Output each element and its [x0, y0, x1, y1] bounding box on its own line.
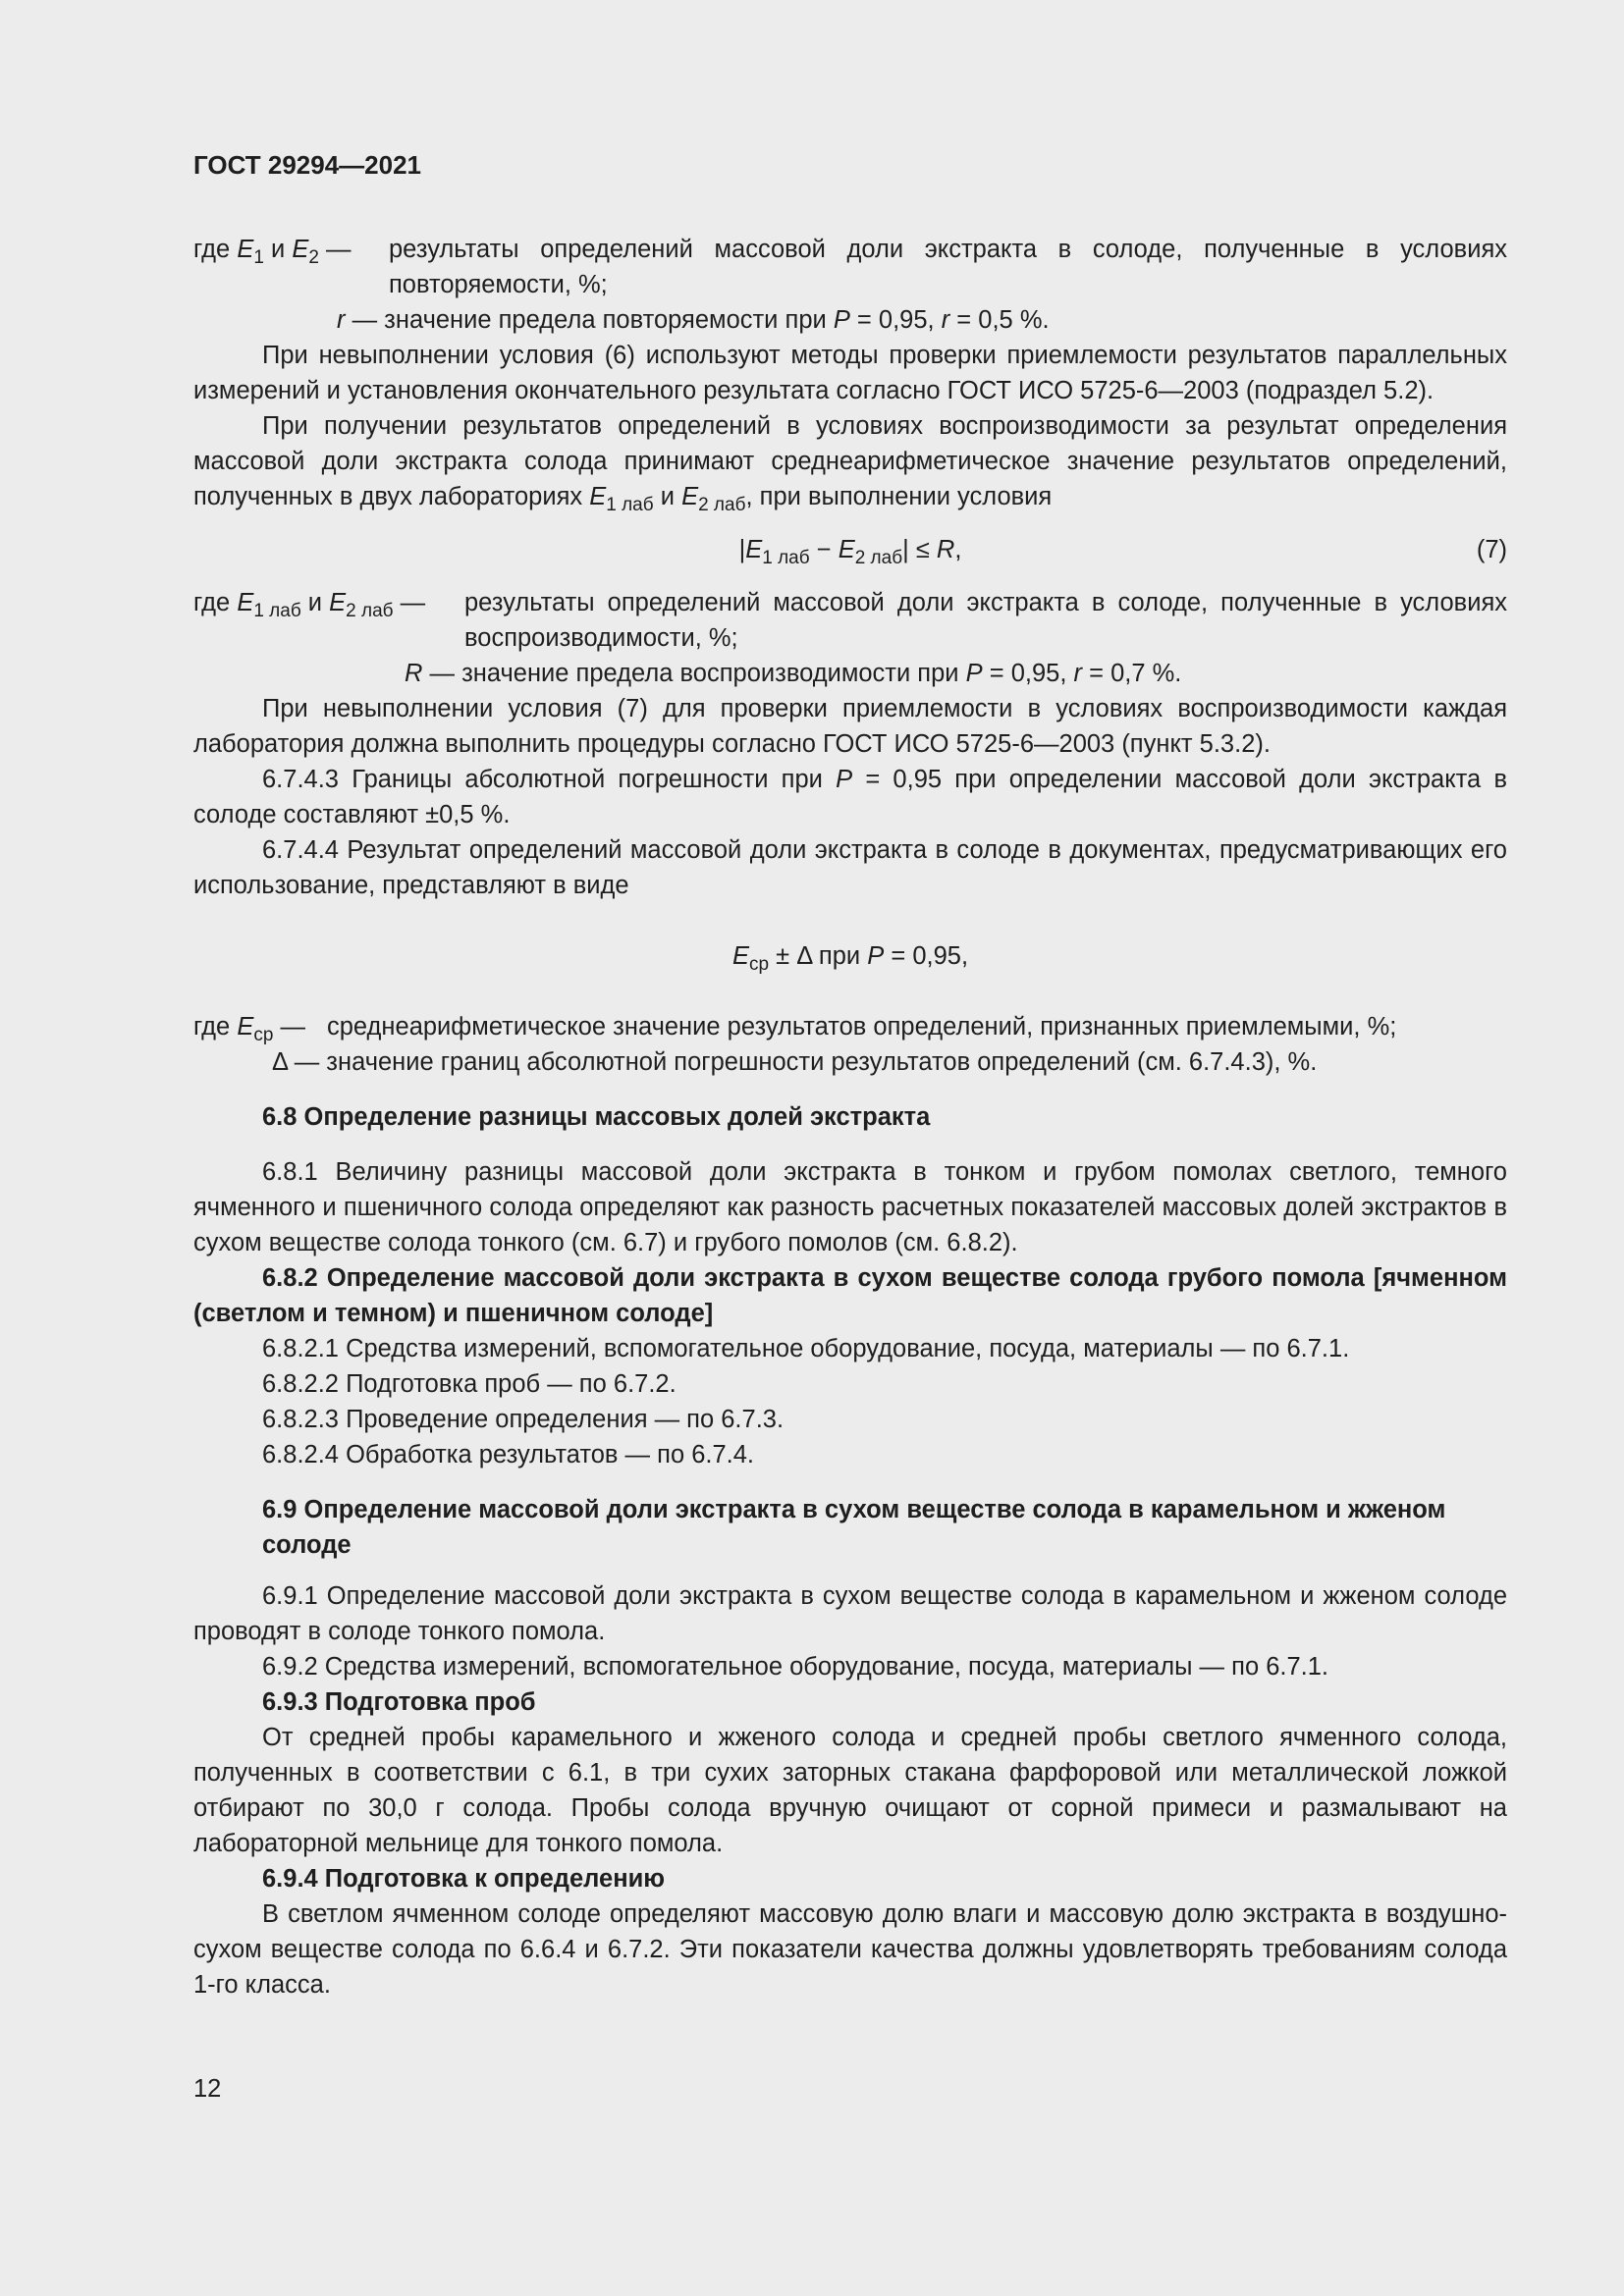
list-item: 6.8.2.2 Подготовка проб — по 6.7.2. — [262, 1370, 677, 1398]
formula-7 — [193, 532, 1507, 567]
paragraph: При получении результатов определений в условиях воспроизводимости за результат определения массовой доли экстракта солода принимают среднеарифметическое значение результатов определений, полученных в двух лабораториях $E_{1 лаб}$ и $E_{2 лаб}$, при выполнении условия — [193, 412, 1507, 515]
definition-text: результаты определений массовой доли экстракта в солоде, полученные в условиях воспроизводимости, %; — [464, 589, 1507, 652]
definition-e1-e2 — [193, 232, 1507, 302]
list-item: 6.8.2.1 Средства измерений, вспомогательное оборудование, посуда, материалы — по 6.7.1. — [262, 1335, 1350, 1362]
definition-r: r — значение предела повторяемости при P = 0,95, r = 0,5 %. — [337, 306, 1050, 334]
definition-delta: Δ — значение границ абсолютной погрешности результатов определений (см. 6.7.4.3), %. — [272, 1048, 1318, 1076]
paragraph-6-8-1: 6.8.1 Величину разницы массовой доли экстракта в тонком и грубом помолах светлого, темного ячменного и пшеничного солода определяют как разность расчетных показателей массовых долей экстрактов в сухом веществе солода тонкого (см. 6.7) и грубого помолов (см. 6.8.2). — [193, 1158, 1507, 1256]
paragraph-6-9-3: От средней пробы карамельного и жженого солода и средней пробы светлого ячменного солода, полученных в соответствии с 6.1, в три сухих заторных стакана фарфоровой или металлической ложкой отбирают по 30,0 г солода. Пробы солода вручную очищают от сорной примеси и размалывают на лабораторной мельнице для тонкого помола. — [193, 1724, 1507, 1857]
subsection-heading-6-9-3: 6.9.3 Подготовка проб — [262, 1688, 536, 1716]
formula-expression: $E_{ср} \pm \Delta$ при P = 0,95, — [731, 942, 969, 975]
definition-text: результаты определений массовой доли экстракта в солоде, полученные в условиях повторяемости, %; — [389, 236, 1507, 298]
formula-number: (7) — [1476, 536, 1507, 563]
page-content — [193, 232, 1507, 2002]
paragraph: При невыполнении условия (7) для проверки приемлемости в условиях воспроизводимости каждая лаборатория должна выполнить процедуры согласно ГОСТ ИСО 5725-6—2003 (пункт 5.3.2). — [193, 695, 1507, 758]
paragraph-6-7-4-4: 6.7.4.4 Результат определений массовой доли экстракта в солоде в документах, предусматривающих его использование, представляют в виде — [193, 836, 1507, 899]
definition-label: где $E_1$ и $E_2$ — — [193, 236, 352, 268]
paragraph-6-9-2: 6.9.2 Средства измерений, вспомогательное оборудование, посуда, материалы — по 6.7.1. — [262, 1653, 1329, 1681]
formula-expression: $|E_{1 лаб} - E_{2 лаб}| \le R$, — [738, 536, 962, 568]
section-heading-6-9: 6.9 Определение массовой доли экстракта в сухом веществе солода в карамельном и жженом солоде — [262, 1496, 1446, 1559]
section-heading-6-8: 6.8 Определение разницы массовых долей экстракта — [262, 1103, 931, 1131]
list-item: 6.8.2.3 Проведение определения — по 6.7.3. — [262, 1406, 785, 1433]
subsection-heading-6-9-4: 6.9.4 Подготовка к определению — [262, 1865, 666, 1893]
formula-result — [193, 938, 1507, 974]
definition-text: среднеарифметическое значение результатов определений, признанных приемлемыми, %; — [327, 1013, 1397, 1041]
definition-label: где $E_{ср}$ — — [193, 1013, 305, 1045]
paragraph-6-9-4: В светлом ячменном солоде определяют массовую долю влаги и массовую долю экстракта в воздушно-сухом веществе солода по 6.6.4 и 6.7.2. Эти показатели качества должны удовлетворять требованиям солода 1-го класса. — [193, 1900, 1507, 1999]
page-number: 12 — [193, 2075, 222, 2103]
document-header: ГОСТ 29294—2021 — [193, 150, 421, 180]
list-item: 6.8.2.4 Обработка результатов — по 6.7.4. — [262, 1441, 755, 1468]
definition-label: где $E_{1 лаб}$ и $E_{2 лаб}$ — — [193, 589, 426, 621]
paragraph: При невыполнении условия (6) используют методы проверки приемлемости результатов параллельных измерений и установления окончательного результата согласно ГОСТ ИСО 5725-6—2003 (подраздел 5.2). — [193, 342, 1507, 404]
definition-R: R — значение предела воспроизводимости при P = 0,95, r = 0,7 %. — [405, 660, 1182, 687]
definition-e1lab-e2lab — [193, 585, 1507, 656]
paragraph-6-7-4-3: 6.7.4.3 Границы абсолютной погрешности при P = 0,95 при определении массовой доли экстракта в солоде составляют ±0,5 %. — [193, 766, 1507, 828]
definition-ecp — [193, 1009, 1507, 1044]
subsection-heading-6-8-2: 6.8.2 Определение массовой доли экстракта в сухом веществе солода грубого помола [ячменном (светлом и темном) и пшеничном солоде] — [193, 1264, 1507, 1327]
paragraph-6-9-1: 6.9.1 Определение массовой доли экстракта в сухом веществе солода в карамельном и жженом солоде проводят в солоде тонкого помола. — [193, 1582, 1507, 1645]
